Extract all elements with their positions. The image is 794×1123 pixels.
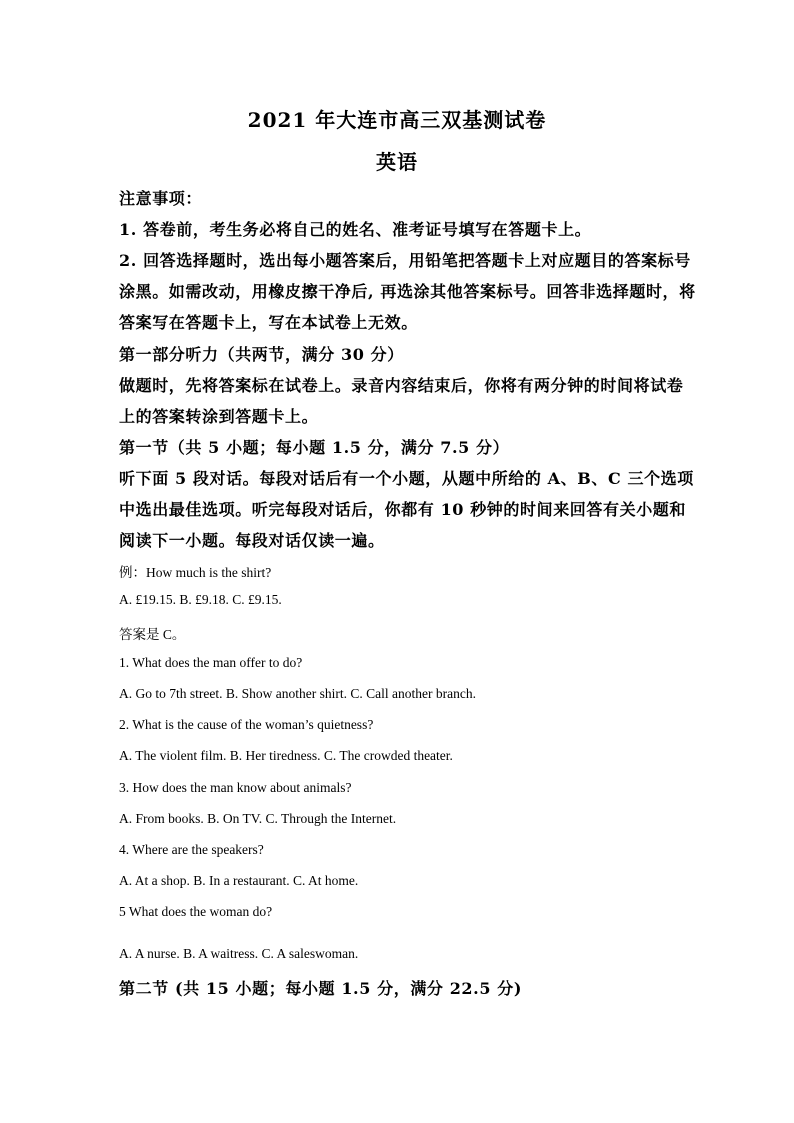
question-2: 2. What is the cause of the woman’s quietness?: [119, 717, 374, 732]
section1-intro-line-3: 阅读下一小题。每段对话仅读一遍。: [119, 531, 385, 550]
notice-heading: 注意事项：: [119, 189, 203, 208]
question-5: 5 What does the woman do?: [119, 904, 273, 919]
section2-heading: 第二节 (共 15 小题；每小题 1.5 分，满分 22.5 分): [119, 979, 523, 998]
notice-item-2-line-2: 涂黑。如需改动，用橡皮擦干净后, 再选涂其他答案标号。回答非选择题时，将: [119, 282, 696, 301]
part1-heading: 第一部分听力（共两节，满分 30 分）: [119, 345, 404, 364]
part1-intro-line-2: 上的答案转涂到答题卡上。: [119, 407, 319, 426]
example-options: A. £19.15. B. £9.18. C. £9.15.: [119, 592, 282, 607]
question-2-options: A. The violent film. B. Her tiredness. C. The crowded theater.: [119, 748, 453, 763]
question-3: 3. How does the man know about animals?: [119, 780, 352, 795]
question-5-options: A. A nurse. B. A waitress. C. A saleswoman.: [119, 946, 359, 961]
part1-intro-line-1: 做题时，先将答案标在试卷上。录音内容结束后，你将有两分钟的时间将试卷: [119, 376, 684, 395]
section1-intro-line-2: 中选出最佳选项。听完每段对话后，你都有 10 秒钟的时间来回答有关小题和: [119, 500, 687, 519]
subject-title: 英语: [376, 150, 418, 174]
question-4-options: A. At a shop. B. In a restaurant. C. At home.: [119, 873, 359, 888]
question-4: 4. Where are the speakers?: [119, 842, 264, 857]
question-3-options: A. From books. B. On TV. C. Through the Internet.: [119, 811, 397, 826]
notice-item-2-line-1: 2. 回答选择题时，选出每小题答案后，用铅笔把答题卡上对应题目的答案标号: [119, 251, 691, 270]
notice-item-2-line-3: 答案写在答题卡上，写在本试卷上无效。: [119, 313, 418, 332]
example-question: 例：How much is the shirt?: [119, 565, 272, 580]
notice-item-1: 1. 答卷前，考生务必将自己的姓名、准考证号填写在答题卡上。: [119, 220, 592, 239]
section1-heading: 第一节（共 5 小题；每小题 1.5 分，满分 7.5 分）: [119, 438, 510, 457]
example-answer: 答案是 C。: [119, 627, 186, 642]
question-1: 1. What does the man offer to do?: [119, 655, 303, 670]
question-1-options: A. Go to 7th street. B. Show another shirt. C. Call another branch.: [119, 686, 476, 701]
exam-title: 2021 年大连市高三双基测试卷: [247, 108, 547, 132]
section1-intro-line-1: 听下面 5 段对话。每段对话后有一个小题，从题中所给的 A、B、C 三个选项: [119, 469, 694, 488]
